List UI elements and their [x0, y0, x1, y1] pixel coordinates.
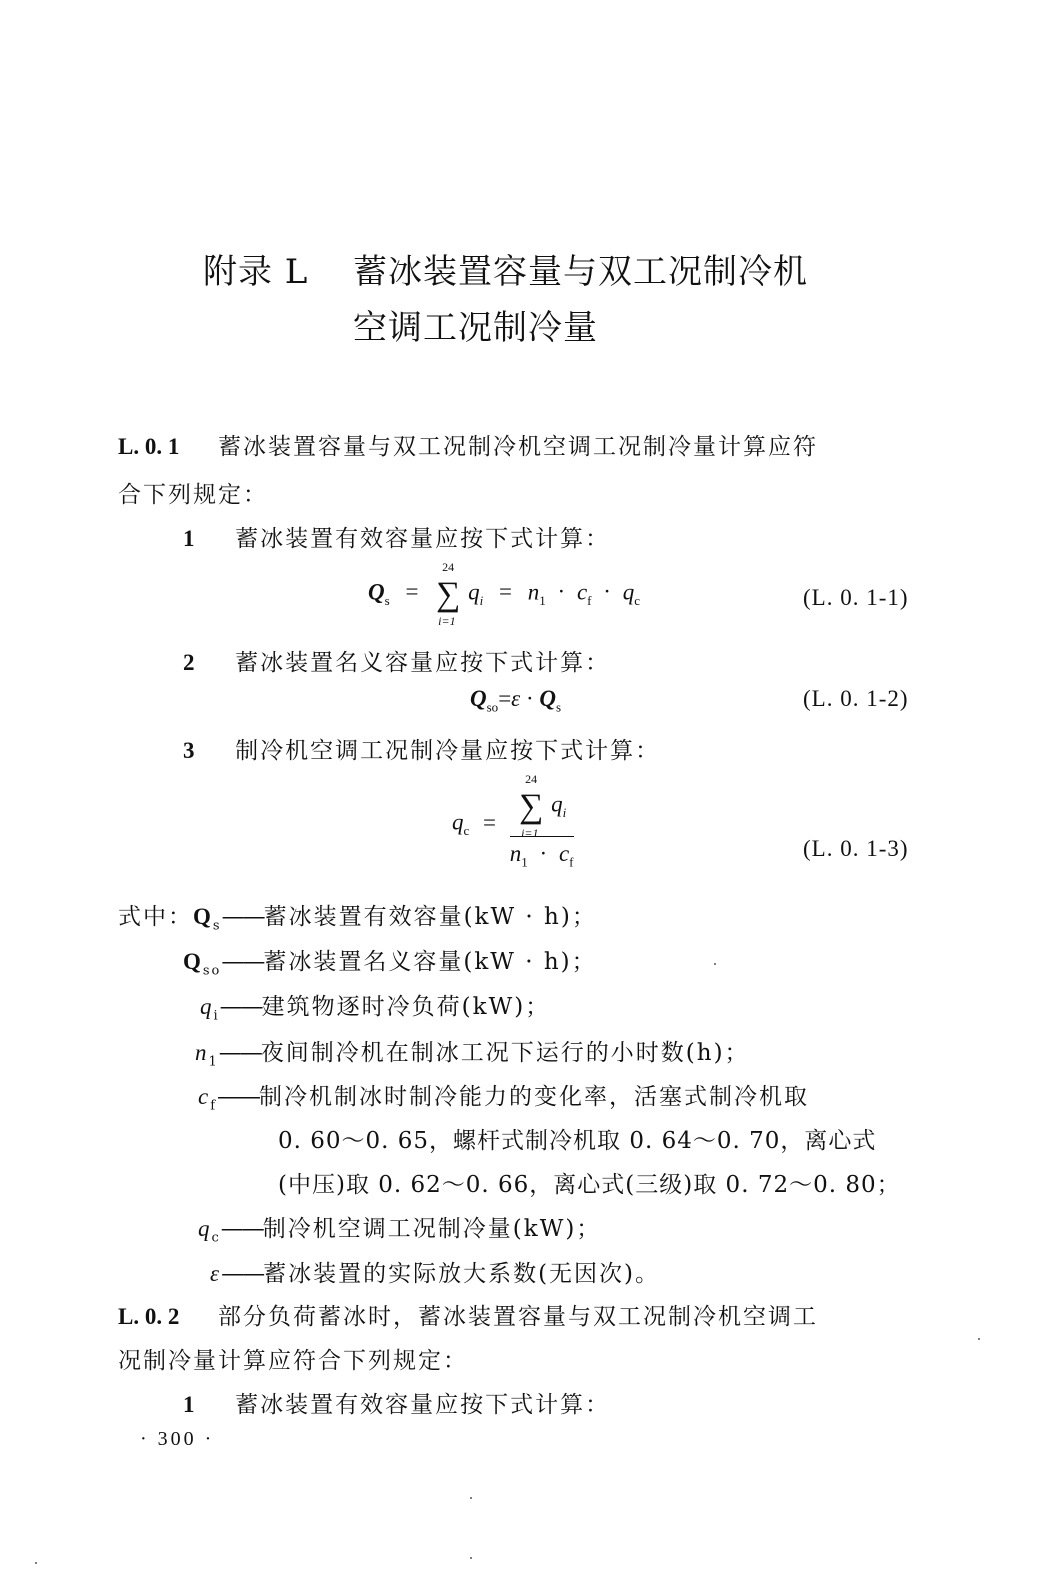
- def-symbol: n: [195, 1040, 209, 1065]
- def-subscript: c: [211, 1230, 221, 1246]
- eq-subscript: f: [587, 592, 592, 608]
- eq-symbol: Q: [368, 579, 385, 605]
- equation-number: (L. 0. 1-3): [803, 836, 909, 861]
- def-symbol: q: [200, 994, 214, 1019]
- def-dash: ——: [218, 1040, 261, 1066]
- clause-number: L. 0. 1: [118, 434, 180, 459]
- sum-upper: 24: [442, 560, 455, 574]
- fraction-numerator: [510, 772, 574, 840]
- clause-l-0-2: [118, 1298, 818, 1331]
- eq-equals: =: [498, 686, 512, 711]
- sum-upper: 24: [525, 772, 538, 786]
- clause-number: L. 0. 2: [118, 1304, 180, 1329]
- eq-term: q: [468, 579, 480, 605]
- scan-speck: [470, 1497, 472, 1499]
- eq-subscript: s: [556, 699, 562, 715]
- def-text: 夜间制冷机在制冰工况下运行的小时数(h)；: [260, 1040, 750, 1066]
- def-symbol: Q: [193, 904, 213, 929]
- fraction-denominator: [510, 837, 574, 871]
- page-title-line1: 蓄冰装置容量与双工况制冷机: [353, 252, 808, 292]
- def-dash: ——: [217, 1084, 260, 1110]
- appendix-label: 附录 L: [203, 252, 309, 292]
- scan-speck: [714, 963, 716, 965]
- definition-cf-cont-1: 0. 60～0. 65，螺杆式制冷机取 0. 64～0. 70，离心式: [278, 1128, 877, 1154]
- fraction: [509, 772, 574, 871]
- page-number: · 300 ·: [140, 1428, 215, 1450]
- eq-subscript: 1: [539, 592, 546, 608]
- def-subscript: s: [212, 918, 222, 934]
- eq-term: n: [509, 841, 522, 866]
- scan-speck: [470, 1557, 472, 1559]
- clause-text-cont: 合下列规定：: [118, 482, 268, 508]
- item-1: [183, 1386, 610, 1419]
- def-dash: ——: [220, 1216, 263, 1242]
- def-subscript: 1: [208, 1054, 219, 1070]
- scan-speck: [35, 1562, 37, 1564]
- def-text: 蓄冰装置名义容量(kW · h)；: [263, 949, 597, 975]
- scan-speck: [978, 1338, 980, 1340]
- clause-text-cont: 况制冷量计算应符合下列规定：: [118, 1348, 468, 1374]
- eq-term: c: [576, 579, 588, 605]
- summation-sign: 24 ∑ i=1: [436, 560, 461, 628]
- eq-symbol: Q: [470, 686, 487, 711]
- eq-dot: ·: [526, 686, 534, 711]
- sum-lower: i=1: [521, 826, 539, 840]
- def-symbol: q: [198, 1216, 212, 1241]
- item-text: 蓄冰装置有效容量应按下式计算：: [235, 1392, 611, 1418]
- eq-term: q: [551, 791, 563, 817]
- clause-l-0-1: [118, 428, 818, 461]
- definition-cf-cont-2: (中压)取 0. 62～0. 66，离心式(三级)取 0. 72～0. 80；: [278, 1172, 901, 1198]
- eq-equals: =: [405, 579, 419, 605]
- eq-subscript: i: [562, 804, 567, 820]
- def-subscript: f: [210, 1098, 218, 1114]
- item-text: 蓄冰装置名义容量应按下式计算：: [235, 650, 611, 676]
- sum-lower: i=1: [438, 614, 456, 628]
- eq-symbol: q: [452, 809, 464, 835]
- equation-number: (L. 0. 1-1): [803, 585, 909, 610]
- definitions-intro: 式中：: [118, 904, 193, 930]
- def-subscript: so: [202, 963, 222, 979]
- definition-n1: [195, 1034, 750, 1070]
- def-symbol: Q: [183, 949, 203, 974]
- eq-epsilon: ε: [511, 686, 521, 711]
- def-text: 制冷机空调工况制冷量(kW)；: [262, 1216, 602, 1242]
- eq-dot: ·: [557, 579, 566, 605]
- item-text: 制冷机空调工况制冷量应按下式计算：: [235, 738, 661, 764]
- def-text: 蓄冰装置的实际放大系数(无因次)。: [263, 1261, 661, 1287]
- def-text: 建筑物逐时冷负荷(kW)；: [261, 994, 551, 1020]
- item-number: 1: [183, 1392, 195, 1417]
- definition-epsilon: [210, 1255, 660, 1288]
- eq-dot: ·: [603, 579, 611, 605]
- definition-qi: [200, 988, 550, 1024]
- def-symbol: ε: [210, 1261, 222, 1286]
- eq-subscript: 1: [521, 854, 528, 870]
- item-text: 蓄冰装置有效容量应按下式计算：: [235, 526, 611, 552]
- definition-qc: [198, 1210, 601, 1246]
- def-dash: ——: [221, 949, 264, 975]
- item-3: [183, 732, 660, 765]
- equation-l-0-1-1: [368, 560, 640, 628]
- def-symbol: c: [198, 1084, 211, 1109]
- clause-text: 部分负荷蓄冰时，蓄冰装置容量与双工况制冷机空调工: [217, 1304, 818, 1330]
- clause-text: 蓄冰装置容量与双工况制冷机空调工况制冷量计算应符: [217, 434, 818, 460]
- equation-number: (L. 0. 1-2): [803, 686, 909, 711]
- eq-subscript: c: [634, 592, 640, 608]
- eq-subscript: f: [569, 854, 574, 870]
- def-text: 制冷机制冰时制冷能力的变化率，活塞式制冷机取: [259, 1084, 810, 1110]
- def-subscript: i: [213, 1008, 220, 1024]
- def-dash: ——: [219, 994, 262, 1020]
- eq-equals: =: [483, 809, 497, 835]
- page-title-line2: 空调工况制冷量: [353, 308, 598, 348]
- eq-subscript: s: [384, 592, 390, 608]
- eq-subscript: i: [479, 592, 484, 608]
- item-number: 2: [183, 650, 195, 675]
- definition-cf: [198, 1078, 809, 1114]
- item-number: 1: [183, 526, 195, 551]
- eq-term: c: [558, 841, 570, 866]
- summation-sign: 24 ∑ i=1: [519, 772, 544, 840]
- eq-symbol: Q: [539, 686, 557, 711]
- eq-subscript: c: [463, 823, 470, 839]
- item-1: [183, 520, 610, 553]
- item-2: [183, 644, 610, 677]
- equation-l-0-1-2: [470, 686, 561, 716]
- definition-qso: [183, 943, 597, 979]
- eq-term: q: [622, 579, 635, 605]
- def-dash: ——: [221, 1261, 264, 1287]
- eq-subscript: so: [486, 699, 499, 715]
- item-number: 3: [183, 738, 195, 763]
- equation-l-0-1-3: [452, 772, 574, 871]
- eq-term: n: [527, 579, 540, 605]
- eq-dot: ·: [539, 841, 548, 866]
- definition-qs: [118, 898, 597, 934]
- def-dash: ——: [221, 904, 264, 930]
- eq-equals: =: [499, 579, 513, 605]
- def-text: 蓄冰装置有效容量(kW · h)；: [263, 904, 597, 930]
